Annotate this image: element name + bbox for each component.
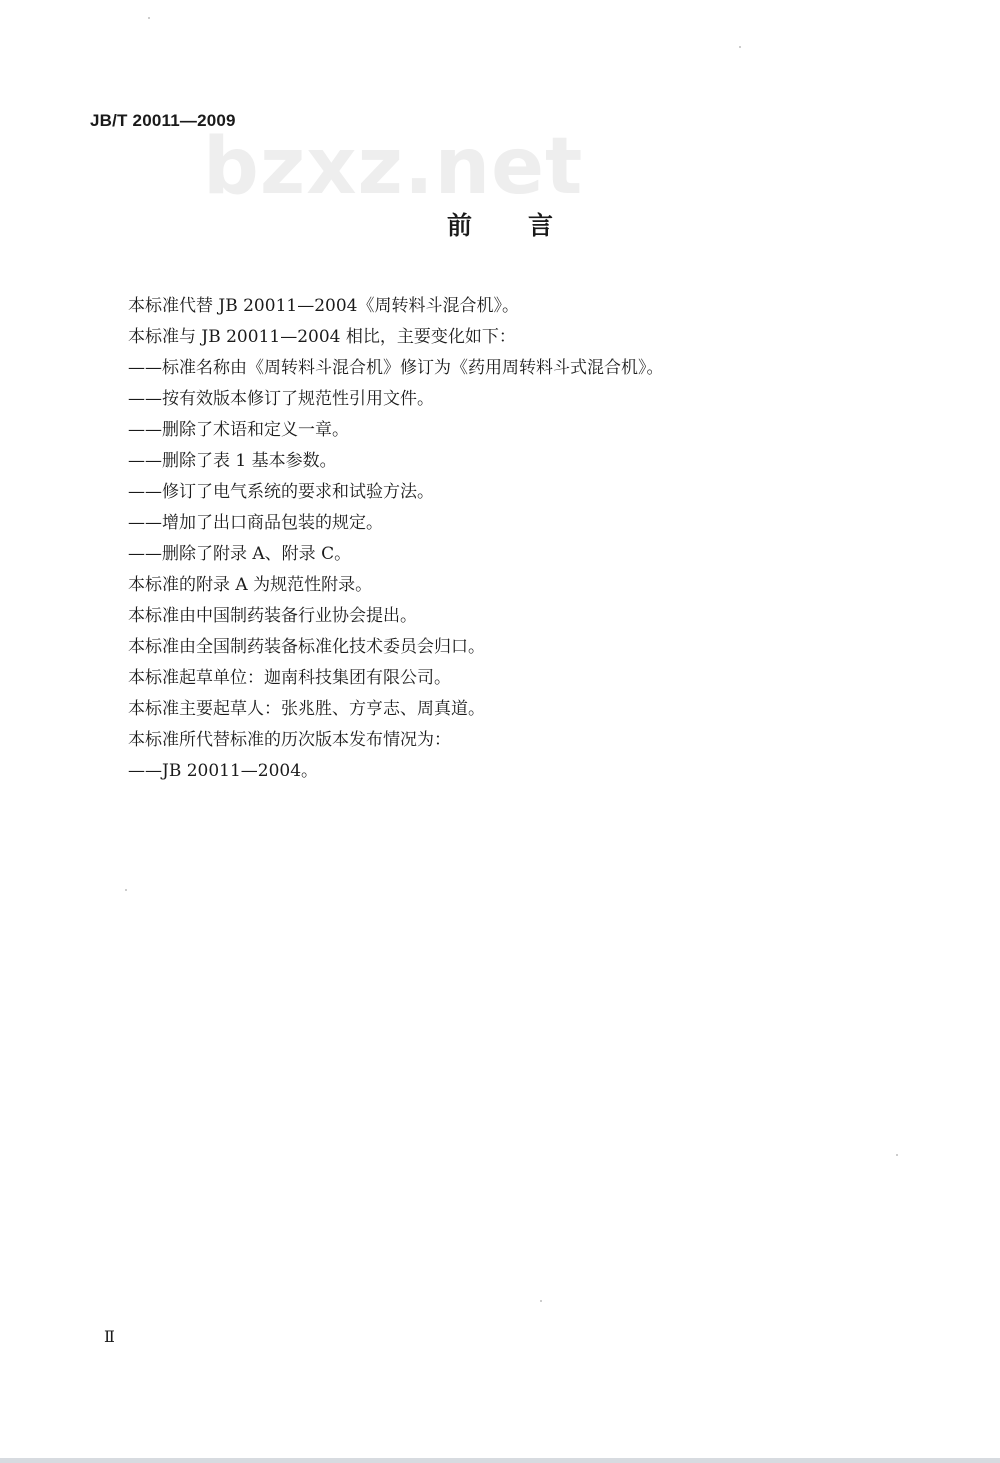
change-item: ——标准名称由《周转料斗混合机》修订为《药用周转料斗式混合机》。 — [128, 358, 664, 378]
change-item: ——删除了术语和定义一章。 — [128, 420, 349, 440]
scan-speck — [540, 1300, 542, 1302]
foreword-line: 本标准由全国制药装备标准化技术委员会归口。 — [128, 637, 485, 657]
version-history-item: ——JB 20011—2004。 — [128, 761, 319, 781]
change-item: ——删除了表 1 基本参数。 — [128, 451, 337, 471]
foreword-line: 本标准由中国制药装备行业协会提出。 — [128, 606, 417, 626]
change-item: ——修订了电气系统的要求和试验方法。 — [128, 482, 434, 502]
scan-speck — [896, 1154, 898, 1156]
scan-bottom-edge — [0, 1458, 1000, 1463]
foreword-line: 本标准的附录 A 为规范性附录。 — [128, 575, 373, 595]
change-item: ——按有效版本修订了规范性引用文件。 — [128, 389, 434, 409]
foreword-line: 本标准与 JB 20011—2004 相比，主要变化如下： — [128, 327, 516, 347]
scan-speck — [125, 889, 127, 891]
change-item: ——删除了附录 A、附录 C。 — [128, 544, 352, 564]
watermark-text: bzxz.net — [203, 122, 584, 212]
foreword-line: 本标准起草单位：迦南科技集团有限公司。 — [128, 668, 451, 688]
foreword-line: 本标准代替 JB 20011—2004《周转料斗混合机》。 — [128, 296, 519, 316]
page-number: Ⅱ — [104, 1327, 115, 1346]
page-title: 前言 — [446, 211, 609, 240]
foreword-line: 本标准所代替标准的历次版本发布情况为： — [128, 730, 451, 750]
standard-code: JB/T 20011—2009 — [90, 111, 236, 130]
foreword-body — [128, 291, 908, 787]
change-item: ——增加了出口商品包装的规定。 — [128, 513, 383, 533]
scan-speck — [148, 17, 150, 19]
scan-speck — [739, 46, 741, 48]
foreword-line: 本标准主要起草人：张兆胜、方亨志、周真道。 — [128, 699, 485, 719]
